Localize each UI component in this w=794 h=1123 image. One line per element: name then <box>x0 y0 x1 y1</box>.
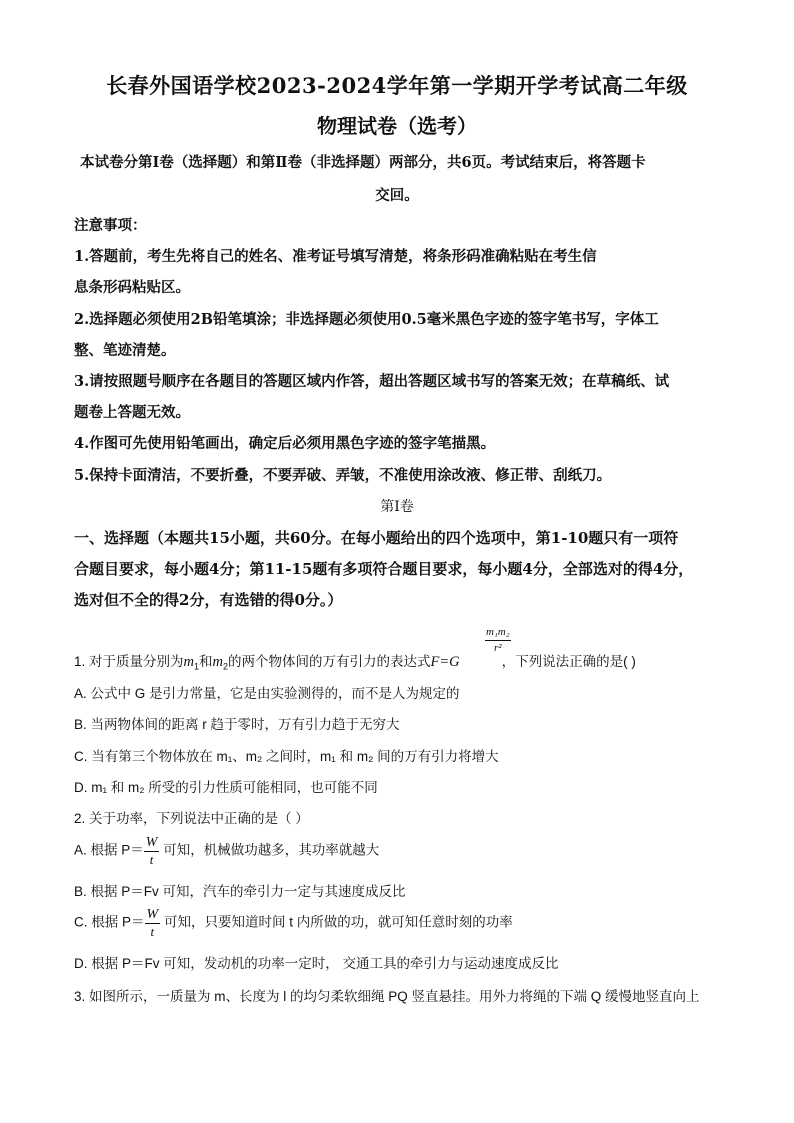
exam-title: 长春外国语学校2023-2024学年第一学期开学考试高二年级 <box>106 73 688 98</box>
note-item: 1.答题前，考生先将自己的姓名、准考证号填写清楚，将条形码准确粘贴在考生信 <box>74 248 597 265</box>
question-2-stem: 2. 关于功率，下列说法中正确的是（ ） <box>74 811 309 826</box>
question-1-option-b: B. 当两物体间的距离 r 趋于零时，万有引力趋于无穷大 <box>74 717 400 732</box>
part-title: 第Ⅰ卷 <box>380 499 414 515</box>
note-item: 题卷上答题无效。 <box>74 404 190 421</box>
exam-subtitle: 物理试卷（选考） <box>317 114 477 138</box>
gravity-fraction: $\frac{\text{m₁m₂}}{\text{r²}}$ <box>486 626 510 654</box>
question-2-option-d: D. 根据 P＝Fv 可知，发动机的功率一定时， 交通工具的牵引力与运动速度成反比 <box>74 956 559 971</box>
question-1-option-c: C. 当有第三个物体放在 m₁、m₂ 之间时，m₁ 和 m₂ 间的万有引力将增大 <box>74 749 499 764</box>
question-2-option-a: A. 根据 P＝ $\frac{W}{t}$ 可知，机械做功越多，其功率就越大 <box>74 835 380 867</box>
note-item: 息条形码粘贴区。 <box>74 279 190 296</box>
question-2-option-c: C. 根据 P＝ $\frac{W}{t}$ 可知，只要知道时间 t 内所做的功，就可知任意时刻的功率 <box>74 907 513 939</box>
notes-heading: 注意事项： <box>74 217 147 234</box>
question-1-stem: 1. 对于质量分别为$m_1$和$m_2$的两个物体间的万有引力的表达式F=G ，下列说法正确的是( ) <box>74 654 636 672</box>
note-item: 整、笔迹清楚。 <box>74 342 176 359</box>
question-1-option-d: D. m₁ 和 m₂ 所受的引力性质可能相同，也可能不同 <box>74 780 378 795</box>
note-item: 4.作图可先使用铅笔画出，确定后必须用黑色字迹的签字笔描黑。 <box>74 435 496 452</box>
intro-line-2: 交回。 <box>375 187 419 204</box>
note-item: 5.保持卡面清洁，不要折叠，不要弄破、弄皱，不准使用涂改液、修正带、刮纸刀。 <box>74 467 612 484</box>
question-2-option-b: B. 根据 P＝Fv 可知，汽车的牵引力一定与其速度成反比 <box>74 884 406 899</box>
section-instructions-3: 选对但不全的得2分，有选错的得0分。） <box>74 591 343 609</box>
note-item: 3.请按照题号顺序在各题目的答题区域内作答，超出答题区域书写的答案无效；在草稿纸、试 <box>74 373 670 390</box>
question-3-stem: 3. 如图所示，一质量为 m、长度为 l 的均匀柔软细绳 PQ 竖直悬挂。用外力将绳的下端 Q 缓慢地竖直向上 <box>74 989 700 1004</box>
section-instructions-2: 合题目要求，每小题4分；第11-15题有多项符合题目要求，每小题4分，全部选对的得4分， <box>74 560 694 578</box>
intro-line-1: 本试卷分第Ⅰ卷（选择题）和第Ⅱ卷（非选择题）两部分，共6页。考试结束后，将答题卡 <box>80 154 646 171</box>
question-1-option-a: A. 公式中 G 是引力常量，它是由实验测得的，而不是人为规定的 <box>74 686 460 701</box>
note-item: 2.选择题必须使用2B铅笔填涂；非选择题必须使用0.5毫米黑色字迹的签字笔书写，字体工 <box>74 311 659 328</box>
section-instructions-1: 一、选择题（本题共15小题，共60分。在每小题给出的四个选项中，第1-10题只有一项符 <box>74 529 679 547</box>
